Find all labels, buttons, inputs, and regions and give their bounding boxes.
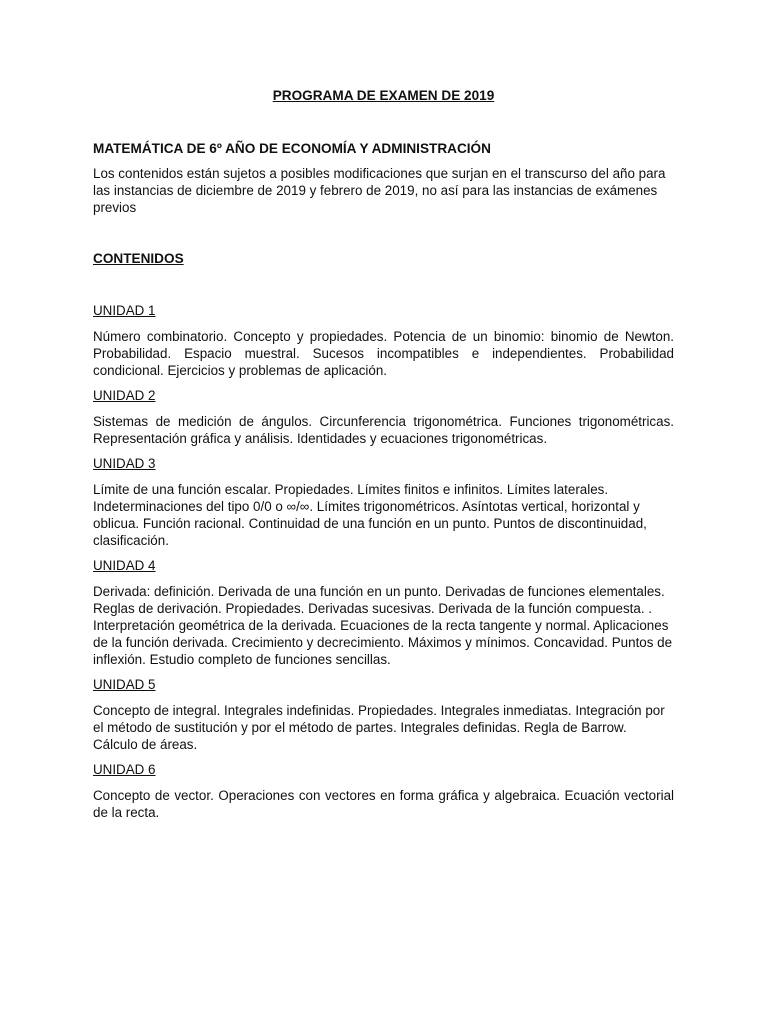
unit-3-heading: UNIDAD 3 — [93, 456, 156, 471]
unit-2-body: Sistemas de medición de ángulos. Circunferencia trigonométrica. Funciones trigonométricas. Representación gráfica y análisis. Identidades y ecuaciones trigonométricas. — [93, 414, 674, 446]
unit-2-heading: UNIDAD 2 — [93, 388, 156, 403]
unit-1-heading: UNIDAD 1 — [93, 303, 156, 318]
unit-5-body: Concepto de integral. Integrales indefinidas. Propiedades. Integrales inmediatas. Integración por el método de sustitución y por el método de partes. Integrales definidas. Regla de Barrow. Cálculo de áreas. — [93, 703, 665, 752]
unit-6-heading: UNIDAD 6 — [93, 762, 156, 777]
unit-5-heading: UNIDAD 5 — [93, 677, 156, 692]
document-title: PROGRAMA DE EXAMEN DE 2019 — [272, 88, 495, 103]
unit-1-body: Número combinatorio. Concepto y propiedades. Potencia de un binomio: binomio de Newton. Probabilidad. Espacio muestral. Sucesos incompatibles e independientes. Probabilidad condicional. Ejercicios y problemas de aplicación. — [93, 329, 674, 378]
unit-4-heading: UNIDAD 4 — [93, 558, 156, 573]
subject-heading: MATEMÁTICA DE 6º AÑO DE ECONOMÍA Y ADMINISTRACIÓN — [93, 141, 491, 156]
contents-heading: CONTENIDOS — [93, 251, 184, 266]
intro-paragraph: Los contenidos están sujetos a posibles modificaciones que surjan en el transcurso del año para las instancias de diciembre de 2019 y febrero de 2019, no así para las instancias de exámenes previos — [93, 166, 666, 215]
unit-3-body: Límite de una función escalar. Propiedades. Límites finitos e infinitos. Límites laterales. Indeterminaciones del tipo 0/0 o ∞/∞. Límites trigonométricos. Asíntotas vertical, horizontal y oblicua. Función racional. Continuidad de una función en un punto. Puntos de discontinuidad, clasificación. — [93, 482, 647, 548]
unit-4-body: Derivada: definición. Derivada de una función en un punto. Derivadas de funciones elementales. Reglas de derivación. Propiedades. Derivadas sucesivas. Derivada de la función compuesta. . Interpretación geométrica de la derivada. Ecuaciones de la recta tangente y normal. Aplicaciones de la función derivada. Crecimiento y decrecimiento. Máximos y mínimos. Concavidad. Puntos de inflexión. Estudio completo de funciones sencillas. — [93, 584, 673, 667]
unit-6-body: Concepto de vector. Operaciones con vectores en forma gráfica y algebraica. Ecuación vectorial de la recta. — [93, 788, 674, 820]
document-page — [93, 87, 674, 821]
